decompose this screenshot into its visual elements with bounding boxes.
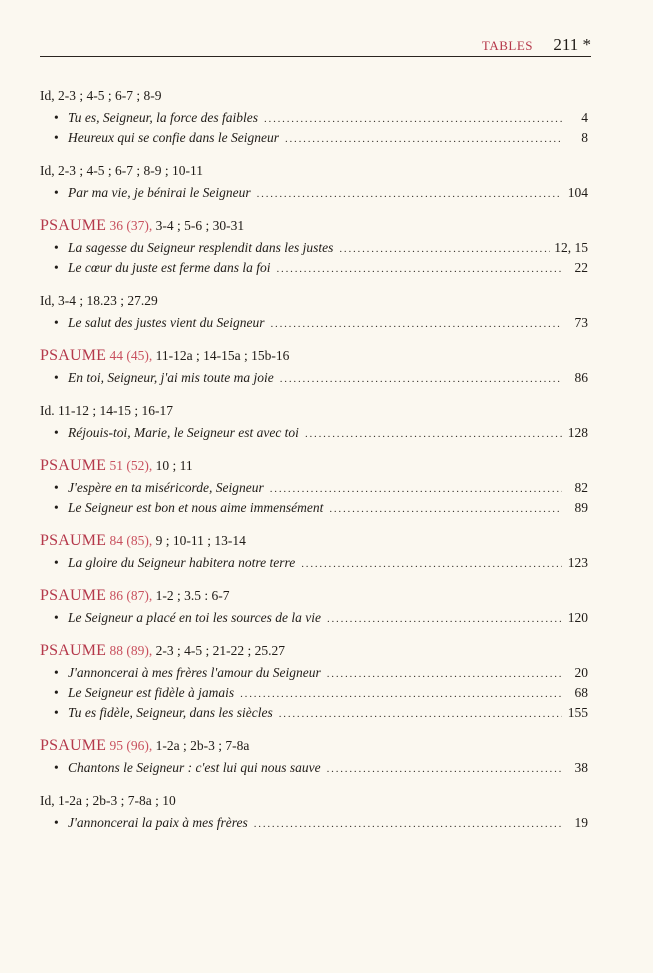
- dot-leader: [285, 129, 562, 149]
- verse-reference: Id, 2-3 ; 4-5 ; 6-7 ; 8-9 ; 10-11: [40, 163, 203, 178]
- index-entry: [40, 608, 588, 628]
- index-entry: [40, 553, 588, 573]
- psalm-number: 44 (45),: [109, 348, 153, 363]
- bullet-icon: •: [54, 610, 59, 625]
- psalm-verses: 1-2 ; 3.5 : 6-7: [155, 588, 230, 603]
- psalm-label: PSAUME: [40, 587, 107, 604]
- index-group: [40, 289, 588, 333]
- index-entry: [40, 813, 588, 833]
- psalm-heading: [40, 344, 588, 368]
- index-entry: [40, 703, 588, 723]
- entry-page: 123: [567, 555, 588, 570]
- index-group: [40, 789, 588, 833]
- psalm-verses: 1-2a ; 2b-3 ; 7-8a: [155, 738, 250, 753]
- index-entry: [40, 183, 588, 203]
- index-entry: [40, 238, 588, 258]
- bullet-icon: •: [54, 685, 59, 700]
- index-group: [40, 344, 588, 388]
- entry-page: 104: [567, 185, 588, 200]
- entry-title: Par ma vie, je bénirai le Seigneur: [68, 185, 251, 200]
- page-header: [40, 36, 591, 57]
- dot-leader: [277, 259, 563, 279]
- entry-page: 4: [581, 110, 588, 125]
- bullet-icon: •: [54, 665, 59, 680]
- index-entry: [40, 108, 588, 128]
- psalm-label: PSAUME: [40, 217, 107, 234]
- dot-leader: [327, 609, 562, 629]
- section-title: TABLES: [481, 38, 533, 53]
- entry-title: Le salut des justes vient du Seigneur: [68, 315, 265, 330]
- index-entry: [40, 313, 588, 333]
- bullet-icon: •: [54, 815, 59, 830]
- index-group: [40, 734, 588, 778]
- index-entry: [40, 258, 588, 278]
- index-entry: [40, 423, 588, 443]
- index-entry: [40, 128, 588, 148]
- index-entry: [40, 663, 588, 683]
- dot-leader: [327, 664, 562, 684]
- psalm-heading: [40, 214, 588, 238]
- entry-title: En toi, Seigneur, j'ai mis toute ma joie: [68, 370, 274, 385]
- bullet-icon: •: [54, 185, 59, 200]
- entry-title: J'annoncerai à mes frères l'amour du Seigneur: [68, 665, 321, 680]
- dot-leader: [279, 704, 562, 724]
- psalm-number: 88 (89),: [109, 643, 153, 658]
- entry-page: 82: [574, 480, 588, 495]
- psalm-label: PSAUME: [40, 457, 107, 474]
- entry-page: 68: [574, 685, 588, 700]
- entry-page: 86: [574, 370, 588, 385]
- entry-page: 8: [581, 130, 588, 145]
- index-entry: [40, 683, 588, 703]
- psalm-verses: 2-3 ; 4-5 ; 21-22 ; 25.27: [155, 643, 285, 658]
- dot-leader: [264, 109, 562, 129]
- bullet-icon: •: [54, 480, 59, 495]
- psalm-verses: 9 ; 10-11 ; 13-14: [155, 533, 246, 548]
- dot-leader: [240, 684, 562, 704]
- dot-leader: [280, 369, 562, 389]
- dot-leader: [339, 239, 550, 259]
- entry-page: 73: [574, 315, 588, 330]
- psalm-heading: [40, 529, 588, 553]
- psalm-heading: [40, 639, 588, 663]
- bullet-icon: •: [54, 130, 59, 145]
- index-group: [40, 529, 588, 573]
- index-group: [40, 159, 588, 203]
- entry-page: 89: [574, 500, 588, 515]
- psalm-label: PSAUME: [40, 737, 107, 754]
- entry-title: Heureux qui se confie dans le Seigneur: [68, 130, 279, 145]
- psalm-number: 51 (52),: [109, 458, 153, 473]
- bullet-icon: •: [54, 315, 59, 330]
- bullet-icon: •: [54, 500, 59, 515]
- bullet-icon: •: [54, 370, 59, 385]
- entry-title: J'annoncerai la paix à mes frères: [68, 815, 248, 830]
- index-group: [40, 399, 588, 443]
- entry-title: Tu es fidèle, Seigneur, dans les siècles: [68, 705, 273, 720]
- index-content: [40, 84, 588, 844]
- entry-title: Le Seigneur est fidèle à jamais: [68, 685, 235, 700]
- index-group: [40, 454, 588, 518]
- bullet-icon: •: [54, 110, 59, 125]
- psalm-number: 84 (85),: [109, 533, 153, 548]
- entry-title: J'espère en ta miséricorde, Seigneur: [68, 480, 264, 495]
- index-entry: [40, 758, 588, 778]
- bullet-icon: •: [54, 260, 59, 275]
- index-group: [40, 84, 588, 148]
- dot-leader: [327, 759, 562, 779]
- bullet-icon: •: [54, 425, 59, 440]
- index-group: [40, 214, 588, 278]
- dot-leader: [301, 554, 562, 574]
- dot-leader: [257, 184, 562, 204]
- psalm-verses: 11-12a ; 14-15a ; 15b-16: [155, 348, 290, 363]
- bullet-icon: •: [54, 705, 59, 720]
- entry-page: 19: [574, 815, 588, 830]
- psalm-number: 36 (37),: [109, 218, 153, 233]
- psalm-label: PSAUME: [40, 532, 107, 549]
- psalm-label: PSAUME: [40, 642, 107, 659]
- entry-title: Réjouis-toi, Marie, le Seigneur est avec toi: [68, 425, 299, 440]
- entry-title: Le Seigneur a placé en toi les sources de la vie: [68, 610, 321, 625]
- psalm-heading: [40, 454, 588, 478]
- verse-reference: Id, 1-2a ; 2b-3 ; 7-8a ; 10: [40, 793, 176, 808]
- dot-leader: [270, 314, 562, 334]
- dot-leader: [329, 499, 562, 519]
- index-entry: [40, 368, 588, 388]
- entry-title: Le cœur du juste est ferme dans la foi: [68, 260, 271, 275]
- page-number: 211 *: [553, 35, 591, 54]
- entry-page: 120: [567, 610, 588, 625]
- psalm-heading: [40, 584, 588, 608]
- entry-page: 22: [574, 260, 588, 275]
- psalm-label: PSAUME: [40, 347, 107, 364]
- entry-page: 12, 15: [554, 240, 588, 255]
- entry-title: La sagesse du Seigneur resplendit dans les justes: [68, 240, 334, 255]
- index-group: [40, 639, 588, 723]
- psalm-number: 86 (87),: [109, 588, 153, 603]
- dot-leader: [254, 814, 562, 834]
- entry-page: 38: [574, 760, 588, 775]
- psalm-heading: [40, 734, 588, 758]
- verse-reference: Id, 2-3 ; 4-5 ; 6-7 ; 8-9: [40, 88, 162, 103]
- bullet-icon: •: [54, 240, 59, 255]
- psalm-verses: 10 ; 11: [155, 458, 193, 473]
- index-entry: [40, 498, 588, 518]
- entry-title: Le Seigneur est bon et nous aime immensément: [68, 500, 324, 515]
- index-group: [40, 584, 588, 628]
- entry-page: 128: [567, 425, 588, 440]
- entry-page: 155: [567, 705, 588, 720]
- index-entry: [40, 478, 588, 498]
- verse-reference: Id. 11-12 ; 14-15 ; 16-17: [40, 403, 173, 418]
- verse-reference: Id, 3-4 ; 18.23 ; 27.29: [40, 293, 158, 308]
- dot-leader: [305, 424, 562, 444]
- entry-title: La gloire du Seigneur habitera notre terre: [68, 555, 296, 570]
- entry-page: 20: [574, 665, 588, 680]
- psalm-verses: 3-4 ; 5-6 ; 30-31: [155, 218, 245, 233]
- dot-leader: [270, 479, 562, 499]
- psalm-number: 95 (96),: [109, 738, 153, 753]
- entry-title: Tu es, Seigneur, la force des faibles: [68, 110, 258, 125]
- bullet-icon: •: [54, 760, 59, 775]
- entry-title: Chantons le Seigneur : c'est lui qui nous sauve: [68, 760, 321, 775]
- bullet-icon: •: [54, 555, 59, 570]
